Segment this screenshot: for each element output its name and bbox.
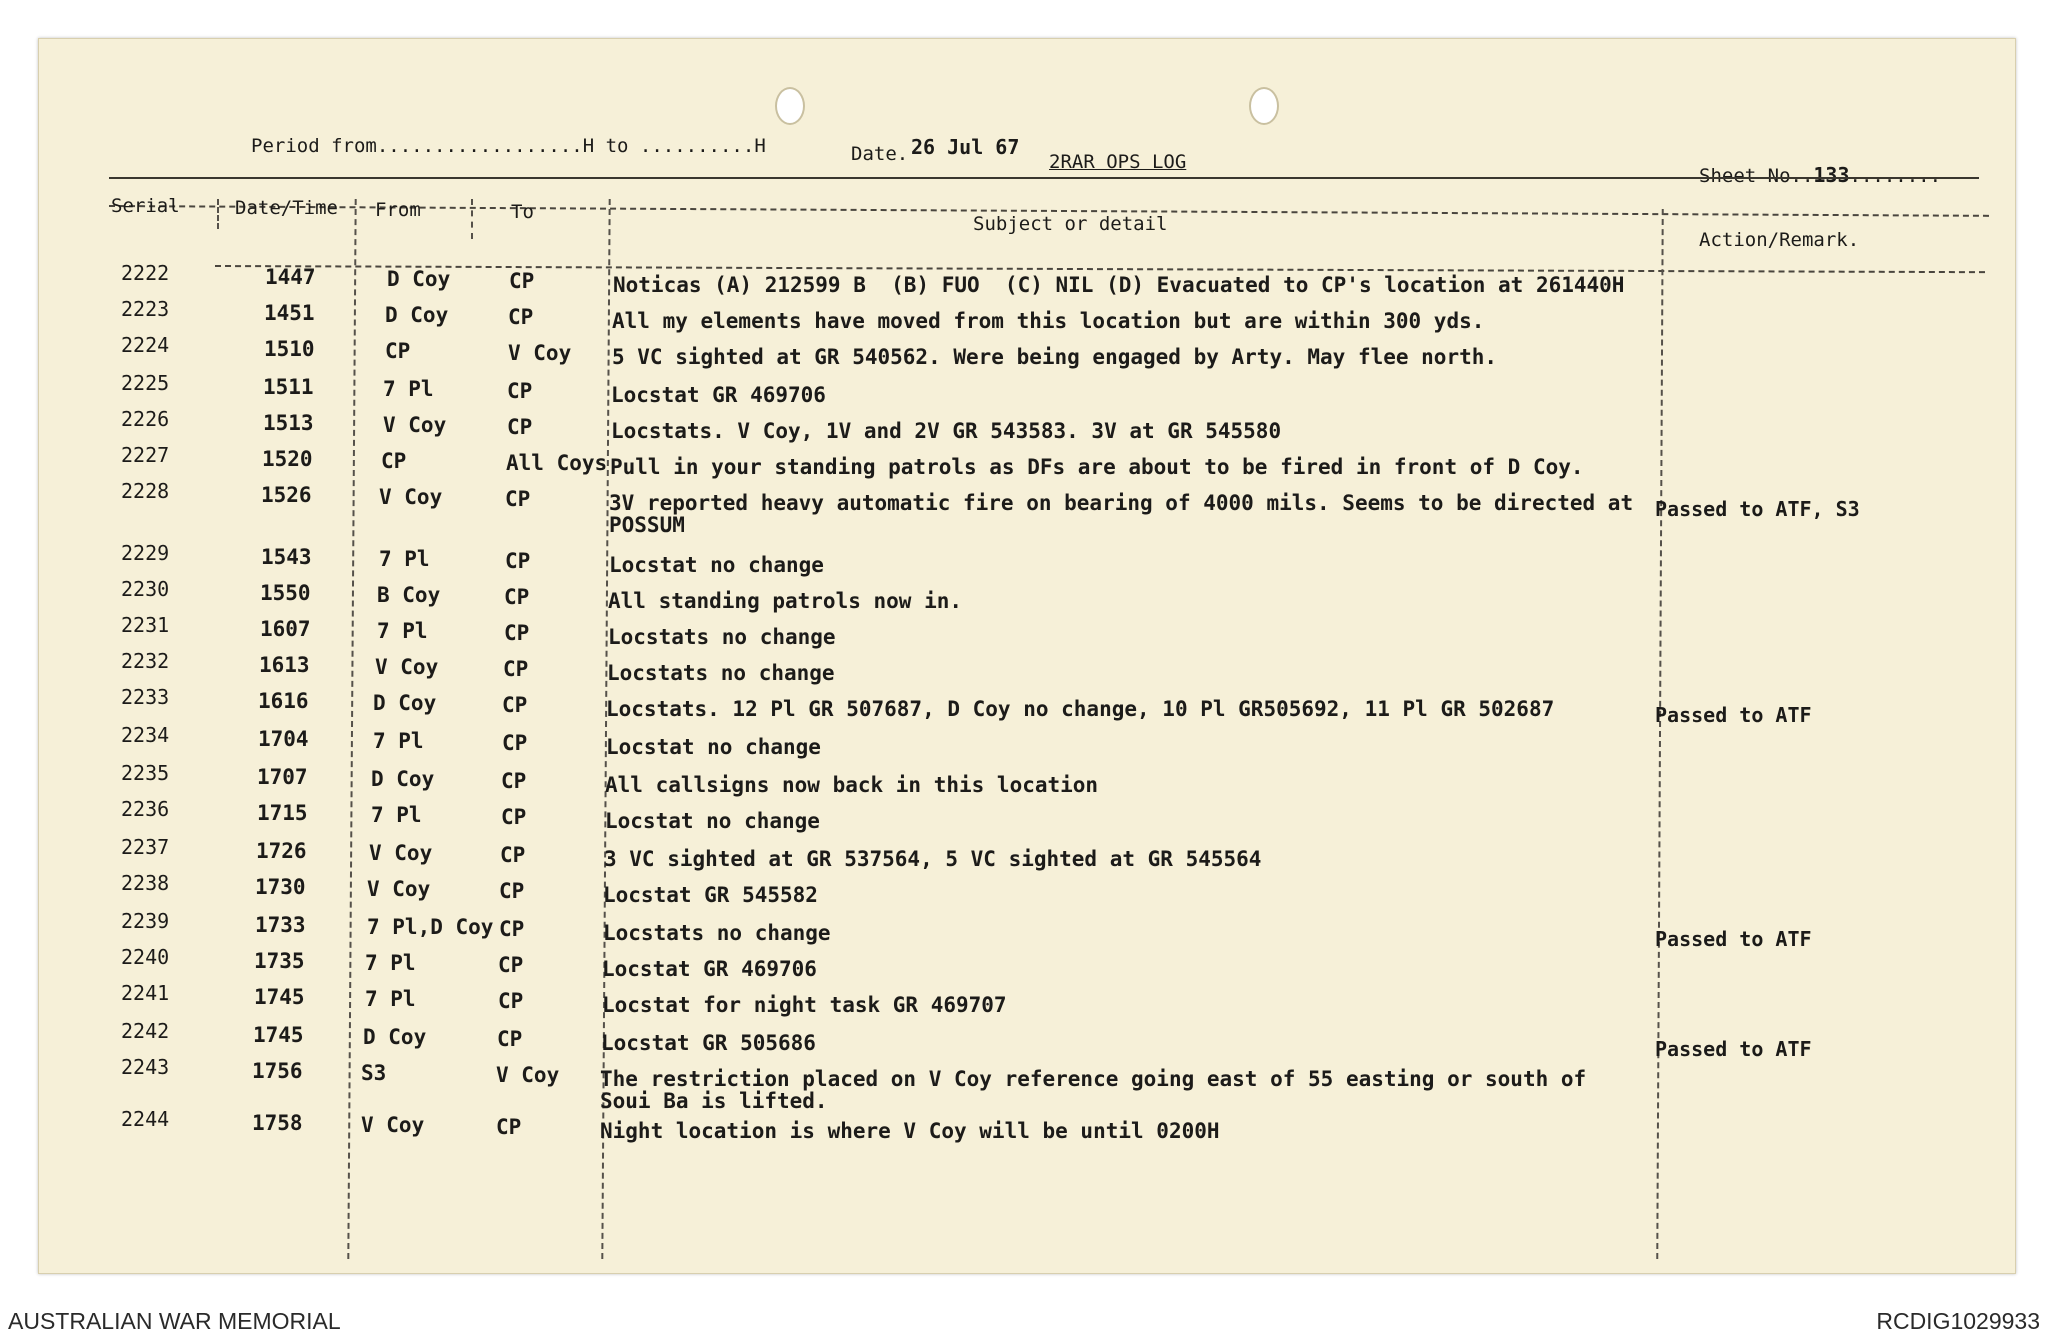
log-time: 1756 [252,1059,303,1083]
log-to: CP [496,1115,522,1139]
log-time: 1707 [257,765,308,789]
log-to: CP [501,805,527,829]
log-to: CP [501,769,527,793]
log-to: CP [502,693,528,717]
log-row [39,835,2015,869]
log-row [39,1055,2015,1113]
col-divider-3 [471,199,473,239]
log-detail: Locstats. V Coy, 1V and 2V GR 543583. 3V at GR 545580 [611,419,1282,443]
log-serial: 2229 [121,541,170,565]
log-row [39,945,2015,979]
log-time: 1550 [260,581,311,605]
footer-right: RCDIG1029933 [1876,1308,2040,1334]
log-from: V Coy [375,655,439,679]
log-to: CP [502,731,528,755]
log-row [39,981,2015,1015]
log-detail: Noticas (A) 212599 B (B) FUO (C) NIL (D) Evacuated to CP's location at 261440H [613,273,1625,297]
log-row [39,1019,2015,1061]
log-time: 1511 [263,375,314,399]
log-serial: 2235 [121,761,170,785]
log-time: 1451 [264,301,315,325]
log-to: CP [509,269,535,293]
log-from: V Coy [379,485,443,509]
log-time: 1758 [252,1111,303,1135]
log-serial: 2234 [121,723,170,747]
log-action: Passed to ATF, S3 [1655,497,1860,521]
log-from: 7 Pl [371,803,422,827]
log-from: 7 Pl [365,951,416,975]
date-value: 26 Jul 67 [911,135,1020,159]
log-to: CP [499,917,525,941]
log-from: D Coy [373,691,437,715]
log-time: 1543 [261,545,312,569]
log-to: V Coy [496,1063,560,1087]
log-from: 7 Pl [365,987,416,1011]
sheet-dots: ........ [1849,165,1942,187]
log-time: 1745 [253,1023,304,1047]
log-row [39,723,2015,757]
log-serial: 2239 [121,909,170,933]
footer-left: AUSTRALIAN WAR MEMORIAL [8,1308,341,1334]
log-serial: 2226 [121,407,170,431]
log-to: CP [498,989,524,1013]
log-row [39,1107,2015,1141]
log-detail: All my elements have moved from this location but are within 300 yds. [612,309,1485,333]
log-serial: 2223 [121,297,170,321]
log-time: 1735 [254,949,305,973]
log-serial: 2228 [121,479,170,503]
log-row [39,649,2015,683]
log-action: Passed to ATF [1655,703,1812,727]
log-from: D Coy [385,303,449,327]
log-serial: 2236 [121,797,170,821]
log-row [39,871,2015,905]
log-detail: Locstats no change [608,625,836,649]
log-time: 1704 [258,727,309,751]
log-serial: 2232 [121,649,170,673]
log-to: CP [498,953,524,977]
log-row [39,297,2015,331]
log-to: CP [505,549,531,573]
log-time: 1616 [258,689,309,713]
log-detail-continued: POSSUM [609,513,685,537]
log-detail: The restriction placed on V Coy reference going east of 55 easting or south of [600,1067,1587,1091]
log-time: 1447 [265,265,316,289]
log-serial: 2224 [121,333,170,357]
log-detail: 3 VC sighted at GR 537564, 5 VC sighted at GR 545564 [604,847,1262,871]
log-row [39,479,2015,537]
log-from: 7 Pl [373,729,424,753]
log-time: 1526 [261,483,312,507]
log-detail: All standing patrols now in. [608,589,963,613]
log-serial: 2222 [121,261,170,285]
punch-hole-right [1249,87,1279,125]
log-time: 1613 [259,653,310,677]
log-to: CP [497,1027,523,1051]
top-rule [109,177,1979,179]
log-serial: 2231 [121,613,170,637]
log-from: V Coy [383,413,447,437]
log-to: CP [507,415,533,439]
log-serial: 2240 [121,945,170,969]
log-to: CP [507,379,533,403]
log-serial: 2243 [121,1055,170,1079]
col-subject: Subject or detail [973,213,1168,235]
log-serial: 2233 [121,685,170,709]
log-from: V Coy [361,1113,425,1137]
log-to: CP [499,879,525,903]
log-to: CP [505,487,531,511]
sheet-label [1699,163,1941,187]
log-from: D Coy [387,267,451,291]
col-datetime: Date/Time [235,197,338,219]
log-to: V Coy [508,341,572,365]
log-row [39,371,2015,405]
log-row [39,541,2015,575]
log-from: 7 Pl [383,377,434,401]
log-detail: Pull in your standing patrols as DFs are about to be fired in front of D Coy. [610,455,1584,479]
log-serial: 2230 [121,577,170,601]
log-sheet [38,38,2016,1274]
log-detail: Locstat GR 505686 [601,1031,816,1055]
log-serial: 2244 [121,1107,170,1131]
log-detail: Locstat GR 545582 [603,883,818,907]
log-detail: Night location is where V Coy will be until 0200H [600,1119,1220,1143]
date-label: Date. [851,143,909,165]
log-detail-continued: Soui Ba is lifted. [600,1089,828,1113]
period-label: Period from..................H to ..........H [251,135,766,157]
sheet-label-text: Sheet No.. [1699,165,1814,187]
log-row [39,909,2015,951]
log-detail: Locstat no change [605,809,820,833]
log-row [39,443,2015,477]
log-time: 1733 [255,913,306,937]
log-row [39,407,2015,441]
log-from: 7 Pl [377,619,428,643]
log-time: 1520 [262,447,313,471]
log-title: 2RAR OPS LOG [1049,151,1187,173]
log-detail: Locstats no change [603,921,831,945]
log-row [39,613,2015,647]
log-to: CP [504,585,530,609]
log-detail: Locstat GR 469706 [602,957,817,981]
log-detail: Locstat no change [606,735,821,759]
log-detail: Locstat GR 469706 [611,383,826,407]
log-from: 7 Pl,D Coy [367,915,494,939]
log-detail: 5 VC sighted at GR 540562. Were being engaged by Arty. May flee north. [612,345,1498,369]
log-serial: 2237 [121,835,170,859]
log-time: 1745 [254,985,305,1009]
log-serial: 2227 [121,443,170,467]
log-row [39,577,2015,611]
col-action: Action/Remark. [1699,229,1860,251]
log-to: CP [504,621,530,645]
log-serial: 2242 [121,1019,170,1043]
log-time: 1510 [264,337,315,361]
log-row [39,797,2015,831]
log-detail: Locstats. 12 Pl GR 507687, D Coy no change, 10 Pl GR505692, 11 Pl GR 502687 [606,697,1555,721]
log-serial: 2238 [121,871,170,895]
log-from: S3 [361,1061,387,1085]
log-from: 7 Pl [379,547,430,571]
log-to: CP [500,843,526,867]
log-time: 1513 [263,411,314,435]
log-row [39,685,2015,727]
log-time: 1715 [257,801,308,825]
log-from: CP [381,449,407,473]
log-time: 1730 [255,875,306,899]
log-row [39,333,2015,367]
punch-hole-left [775,87,805,125]
col-from: From [375,199,421,221]
log-to: CP [508,305,534,329]
log-action: Passed to ATF [1655,927,1812,951]
col-serial: Serial [111,195,180,217]
log-detail: Locstats no change [607,661,835,685]
log-row [39,761,2015,795]
log-from: B Coy [377,583,441,607]
log-from: D Coy [371,767,435,791]
log-time: 1726 [256,839,307,863]
log-row [39,261,2015,295]
col-divider-1 [217,199,219,229]
log-detail: All callsigns now back in this location [605,773,1099,797]
col-to: To [511,201,534,223]
log-serial: 2225 [121,371,170,395]
log-from: V Coy [367,877,431,901]
log-detail: Locstat for night task GR 469707 [602,993,1007,1017]
log-detail: Locstat no change [609,553,824,577]
log-action: Passed to ATF [1655,1037,1812,1061]
log-time: 1607 [260,617,311,641]
log-serial: 2241 [121,981,170,1005]
sheet-number: 133 [1813,163,1850,187]
log-from: CP [385,339,411,363]
log-from: D Coy [363,1025,427,1049]
log-to: CP [503,657,529,681]
log-detail: 3V reported heavy automatic fire on bearing of 4000 mils. Seems to be directed at [609,491,1634,515]
log-to: All Coys [506,451,608,475]
log-from: V Coy [369,841,433,865]
